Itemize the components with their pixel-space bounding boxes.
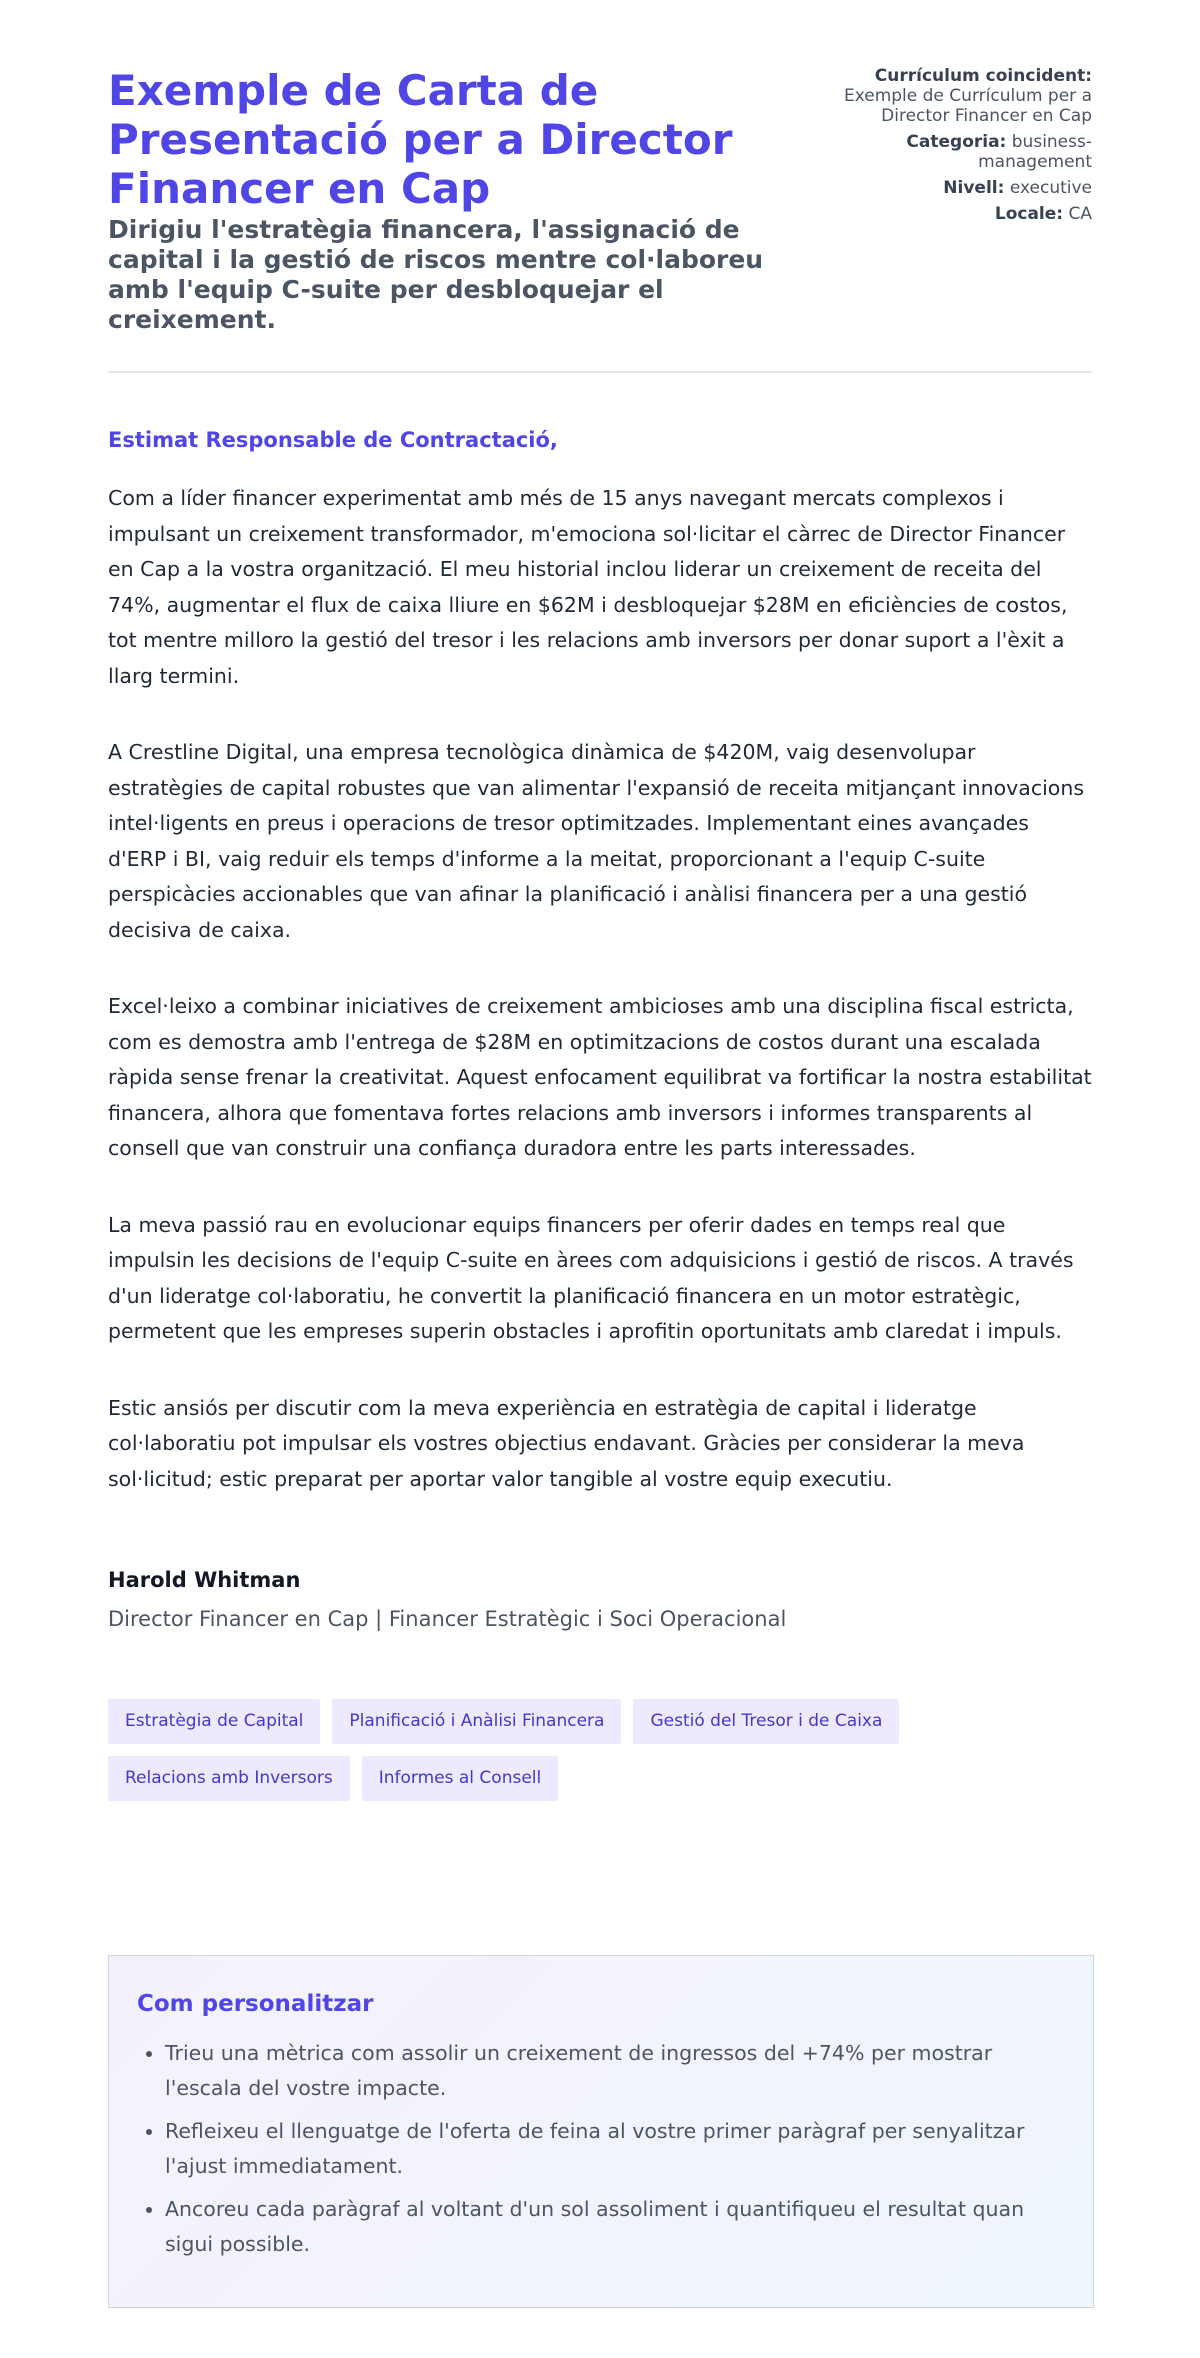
meta-resume-value: Exemple de Currículum per a Director Financer en Cap <box>843 86 1092 126</box>
signature-name: Harold Whitman <box>108 1568 301 1592</box>
tip-item: • Refleixeu el llenguatge de l'oferta de feina al vostre primer paràgraf per senyalitzar l'ajust immediatament. <box>165 2114 1065 2184</box>
meta-locale <box>842 204 1092 224</box>
skill-tag: Relacions amb Inversors <box>108 1756 350 1801</box>
letter-body <box>108 427 1092 1497</box>
letter-paragraph-3: Excel·leixo a combinar iniciatives de creixement ambicioses amb una disciplina fiscal estricta, com es demostra amb l'entrega de $28M en optimitzacions de costos durant una escalada ràpida sense frenar la creativitat. Aquest enfocament equilibrat va fortificar la nostra estabilitat financera, alhora que fomentava fortes relacions amb inversors i informes transparents al consell que van construir una confiança duradora entre les parts interessades. <box>108 994 1092 1160</box>
meta-resume-label: Currículum coincident: <box>874 66 1092 86</box>
letter-paragraph-5: Estic ansiós per discutir com la meva experiència en estratègia de capital i lideratge col·laboratiu pot impulsar els vostres objectius endavant. Gràcies per considerar la meva sol·licitud; estic preparat per aportar valor tangible al vostre equip executiu. <box>108 1395 1025 1491</box>
signature-title: Director Financer en Cap | Financer Estratègic i Soci Operacional <box>108 1607 787 1631</box>
skill-tag: Informes al Consell <box>362 1756 559 1801</box>
skill-tags <box>108 1699 968 1801</box>
skill-tag: Estratègia de Capital <box>108 1699 320 1744</box>
meta-category <box>842 132 1092 172</box>
header-title-block <box>108 66 808 335</box>
signature-block <box>108 1567 1092 1633</box>
tips-title: Com personalitzar <box>137 1991 374 2017</box>
meta-level-value: executive <box>1009 178 1092 198</box>
meta-level-label: Nivell: <box>943 178 1005 198</box>
page-header <box>108 66 1092 373</box>
skill-tag: Gestió del Tresor i de Caixa <box>633 1699 899 1744</box>
meta-category-value: business-management <box>978 132 1092 172</box>
meta-category-label: Categoria: <box>906 132 1007 152</box>
letter-greeting: Estimat Responsable de Contractació, <box>108 428 558 452</box>
meta-matching-resume <box>842 66 1092 126</box>
tip-item: • Trieu una mètrica com assolir un creixement de ingressos del +74% per mostrar l'escala del vostre impacte. <box>165 2036 1065 2106</box>
page-title: Exemple de Carta de Presentació per a Director Financer en Cap <box>108 66 733 213</box>
skill-tag: Planificació i Anàlisi Financera <box>332 1699 621 1744</box>
meta-level <box>842 178 1092 198</box>
meta-locale-value: CA <box>1068 204 1092 224</box>
customization-tips-box <box>108 1955 1094 2308</box>
page-subtitle: Dirigiu l'estratègia financera, l'assignació de capital i la gestió de riscos mentre col·laboreu amb l'equip C-suite per desbloquejar el creixement. <box>108 215 764 334</box>
letter-paragraph-1: Com a líder financer experimentat amb més de 15 anys navegant mercats complexos i impulsant un creixement transformador, m'emociona sol·licitar el càrrec de Director Financer en Cap a la vostra organització. El meu historial inclou liderar un creixement de receita del 74%, augmentar el flux de caixa lliure en $62M i desbloquejar $28M en eficiències de costos, tot mentre milloro la gestió del tresor i les relacions amb inversors per donar suport a l'èxit a llarg termini. <box>108 486 1068 688</box>
metadata-panel <box>842 66 1092 230</box>
letter-paragraph-2: A Crestline Digital, una empresa tecnològica dinàmica de $420M, vaig desenvolupar estratègies de capital robustes que van alimentar l'expansió de receita mitjançant innovacions intel·ligents en preus i operacions de tresor optimitzades. Implementant eines avançades d'ERP i BI, vaig reduir els temps d'informe a la meitat, proporcionant a l'equip C-suite perspicàcies accionables que van afinar la planificació i anàlisi financera per a una gestió decisiva de caixa. <box>108 740 1085 942</box>
letter-paragraph-4: La meva passió rau en evolucionar equips financers per oferir dades en temps real que impulsin les decisions de l'equip C-suite en àrees com adquisicions i gestió de riscos. A través d'un lideratge col·laboratiu, he convertit la planificació financera en un motor estratègic, permetent que les empreses superin obstacles i aprofitin oportunitats amb claredat i impuls. <box>108 1212 1074 1343</box>
meta-locale-label: Locale: <box>994 204 1064 224</box>
tip-item: • Ancoreu cada paràgraf al voltant d'un sol assoliment i quantifiqueu el resultat quan sigui possible. <box>165 2192 1065 2262</box>
tips-list <box>137 2036 1065 2262</box>
